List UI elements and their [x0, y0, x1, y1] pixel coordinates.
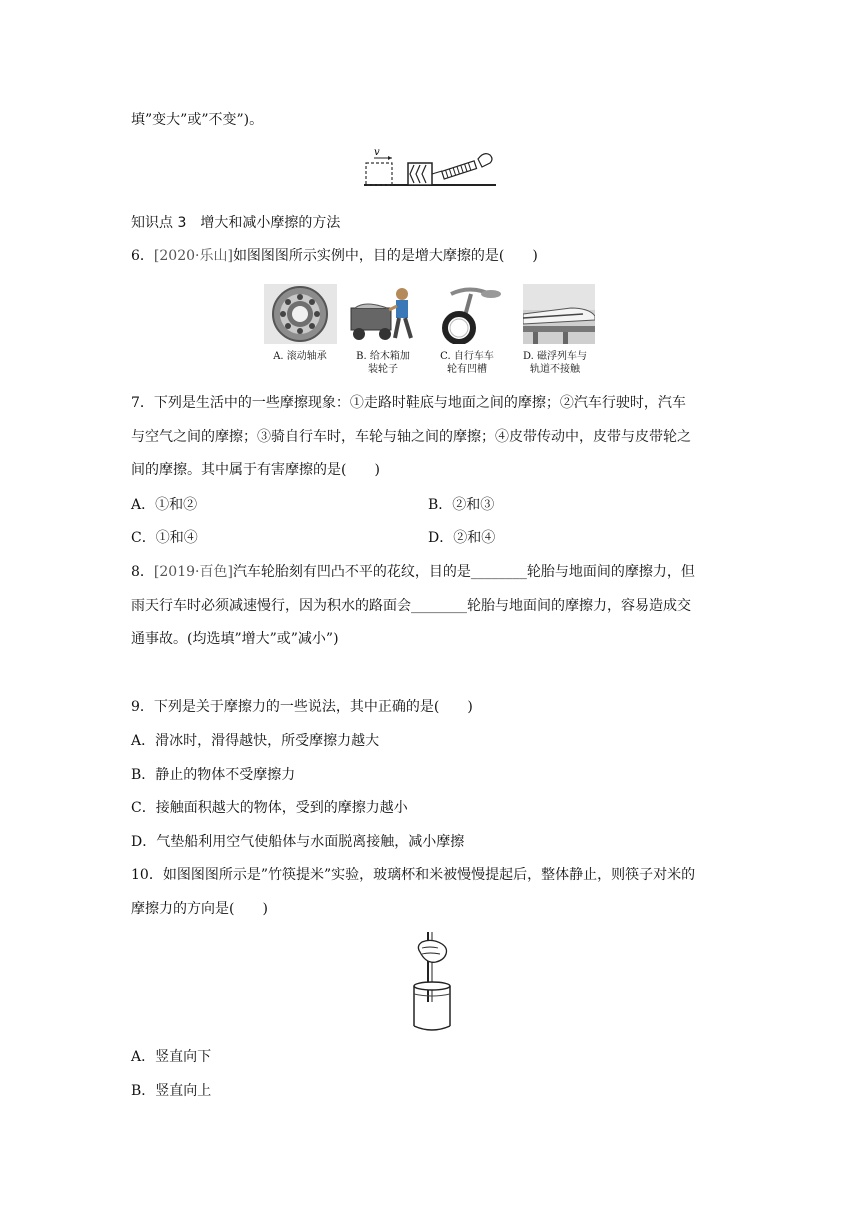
velocity-label: v [374, 147, 380, 158]
question-9-stem: 9．下列是关于摩擦力的一些说法，其中正确的是( ) [131, 699, 473, 715]
question-8-source: [2019·百色] [153, 564, 233, 580]
question-7-option-d: D．②和④ [428, 530, 496, 546]
q6-caption-c [424, 350, 510, 376]
q6-image-bicycle-wheel [431, 284, 507, 344]
question-9-option-a: A．滑冰时，滑得越快，所受摩擦力越大 [131, 733, 380, 749]
question-6 [131, 246, 538, 266]
question-9-option-d: D．气垫船利用空气使船体与水面脱离接触，减小摩擦 [131, 834, 465, 850]
question-10-line-1: 10．如图图图所示是”竹筷提米”实验，玻璃杯和米被慢慢提起后，整体静止，则筷子对米的 [131, 867, 696, 883]
question-7-option-a: A．①和② [131, 497, 198, 513]
question-7-line-3: 间的摩擦。其中属于有害摩擦的是( ) [131, 462, 380, 478]
q6-image-maglev-train [523, 284, 595, 344]
q6-image-bearing [264, 284, 337, 344]
q6-option-d-line1: D. 磁浮列车与 [522, 351, 588, 362]
question-10-option-a: A．竖直向下 [131, 1049, 212, 1065]
q6-caption-b [340, 350, 426, 376]
q6-caption-d [510, 350, 600, 376]
question-9-option-c: C．接触面积越大的物体，受到的摩擦力越小 [131, 800, 408, 816]
q6-option-b-line1: B. 给木箱加 [356, 351, 410, 362]
chopsticks-lifting-rice-figure [408, 930, 456, 1034]
question-8-number: 8． [131, 564, 154, 580]
question-6-text: 如图图图所示实例中，目的是增大摩擦的是( ) [232, 248, 538, 264]
question-9-option-b: B．静止的物体不受摩擦力 [131, 767, 296, 783]
question-8-line-2: 雨天行车时必须减速慢行，因为积水的路面会________轮胎与地面间的摩擦力，容易造成交 [131, 598, 691, 614]
question-7-line-2: 与空气之间的摩擦；③骑自行车时，车轮与轴之间的摩擦；④皮带传动中，皮带与皮带轮之 [131, 429, 691, 445]
question-10-option-b: B．竖直向上 [131, 1083, 212, 1099]
question-7-option-c: C．①和④ [131, 530, 198, 546]
q6-option-c-line2: 轮有凹槽 [447, 364, 487, 375]
friction-experiment-figure [362, 143, 498, 188]
question-8-line-3: 通事故。(均选填”增大”或”减小”) [131, 631, 339, 647]
previous-question-tail: 填”变大”或”不变”)。 [131, 112, 264, 128]
question-8-text: 汽车轮胎刻有凹凸不平的花纹，目的是________轮胎与地面间的摩擦力，但 [232, 564, 695, 580]
q6-option-c-line1: C. 自行车车 [440, 351, 494, 362]
q6-option-b-line2: 装轮子 [368, 364, 398, 375]
q6-option-d-line2: 轨道不接触 [530, 364, 580, 375]
question-7-option-b: B．②和③ [428, 497, 495, 513]
question-6-source: [2020·乐山] [153, 248, 233, 264]
q6-option-a-line1: A. 滚动轴承 [273, 351, 327, 362]
question-8-line-1 [131, 562, 695, 582]
q6-image-wooden-box-cart [345, 284, 421, 344]
q6-caption-a [255, 350, 345, 363]
question-7-line-1: 7．下列是生活中的一些摩擦现象：①走路时鞋底与地面之间的摩擦；②汽车行驶时，汽车 [131, 395, 686, 411]
section-heading: 知识点 3 增大和减小摩擦的方法 [131, 215, 341, 231]
question-6-number: 6． [131, 248, 154, 264]
question-10-line-2: 摩擦力的方向是( ) [131, 901, 268, 917]
